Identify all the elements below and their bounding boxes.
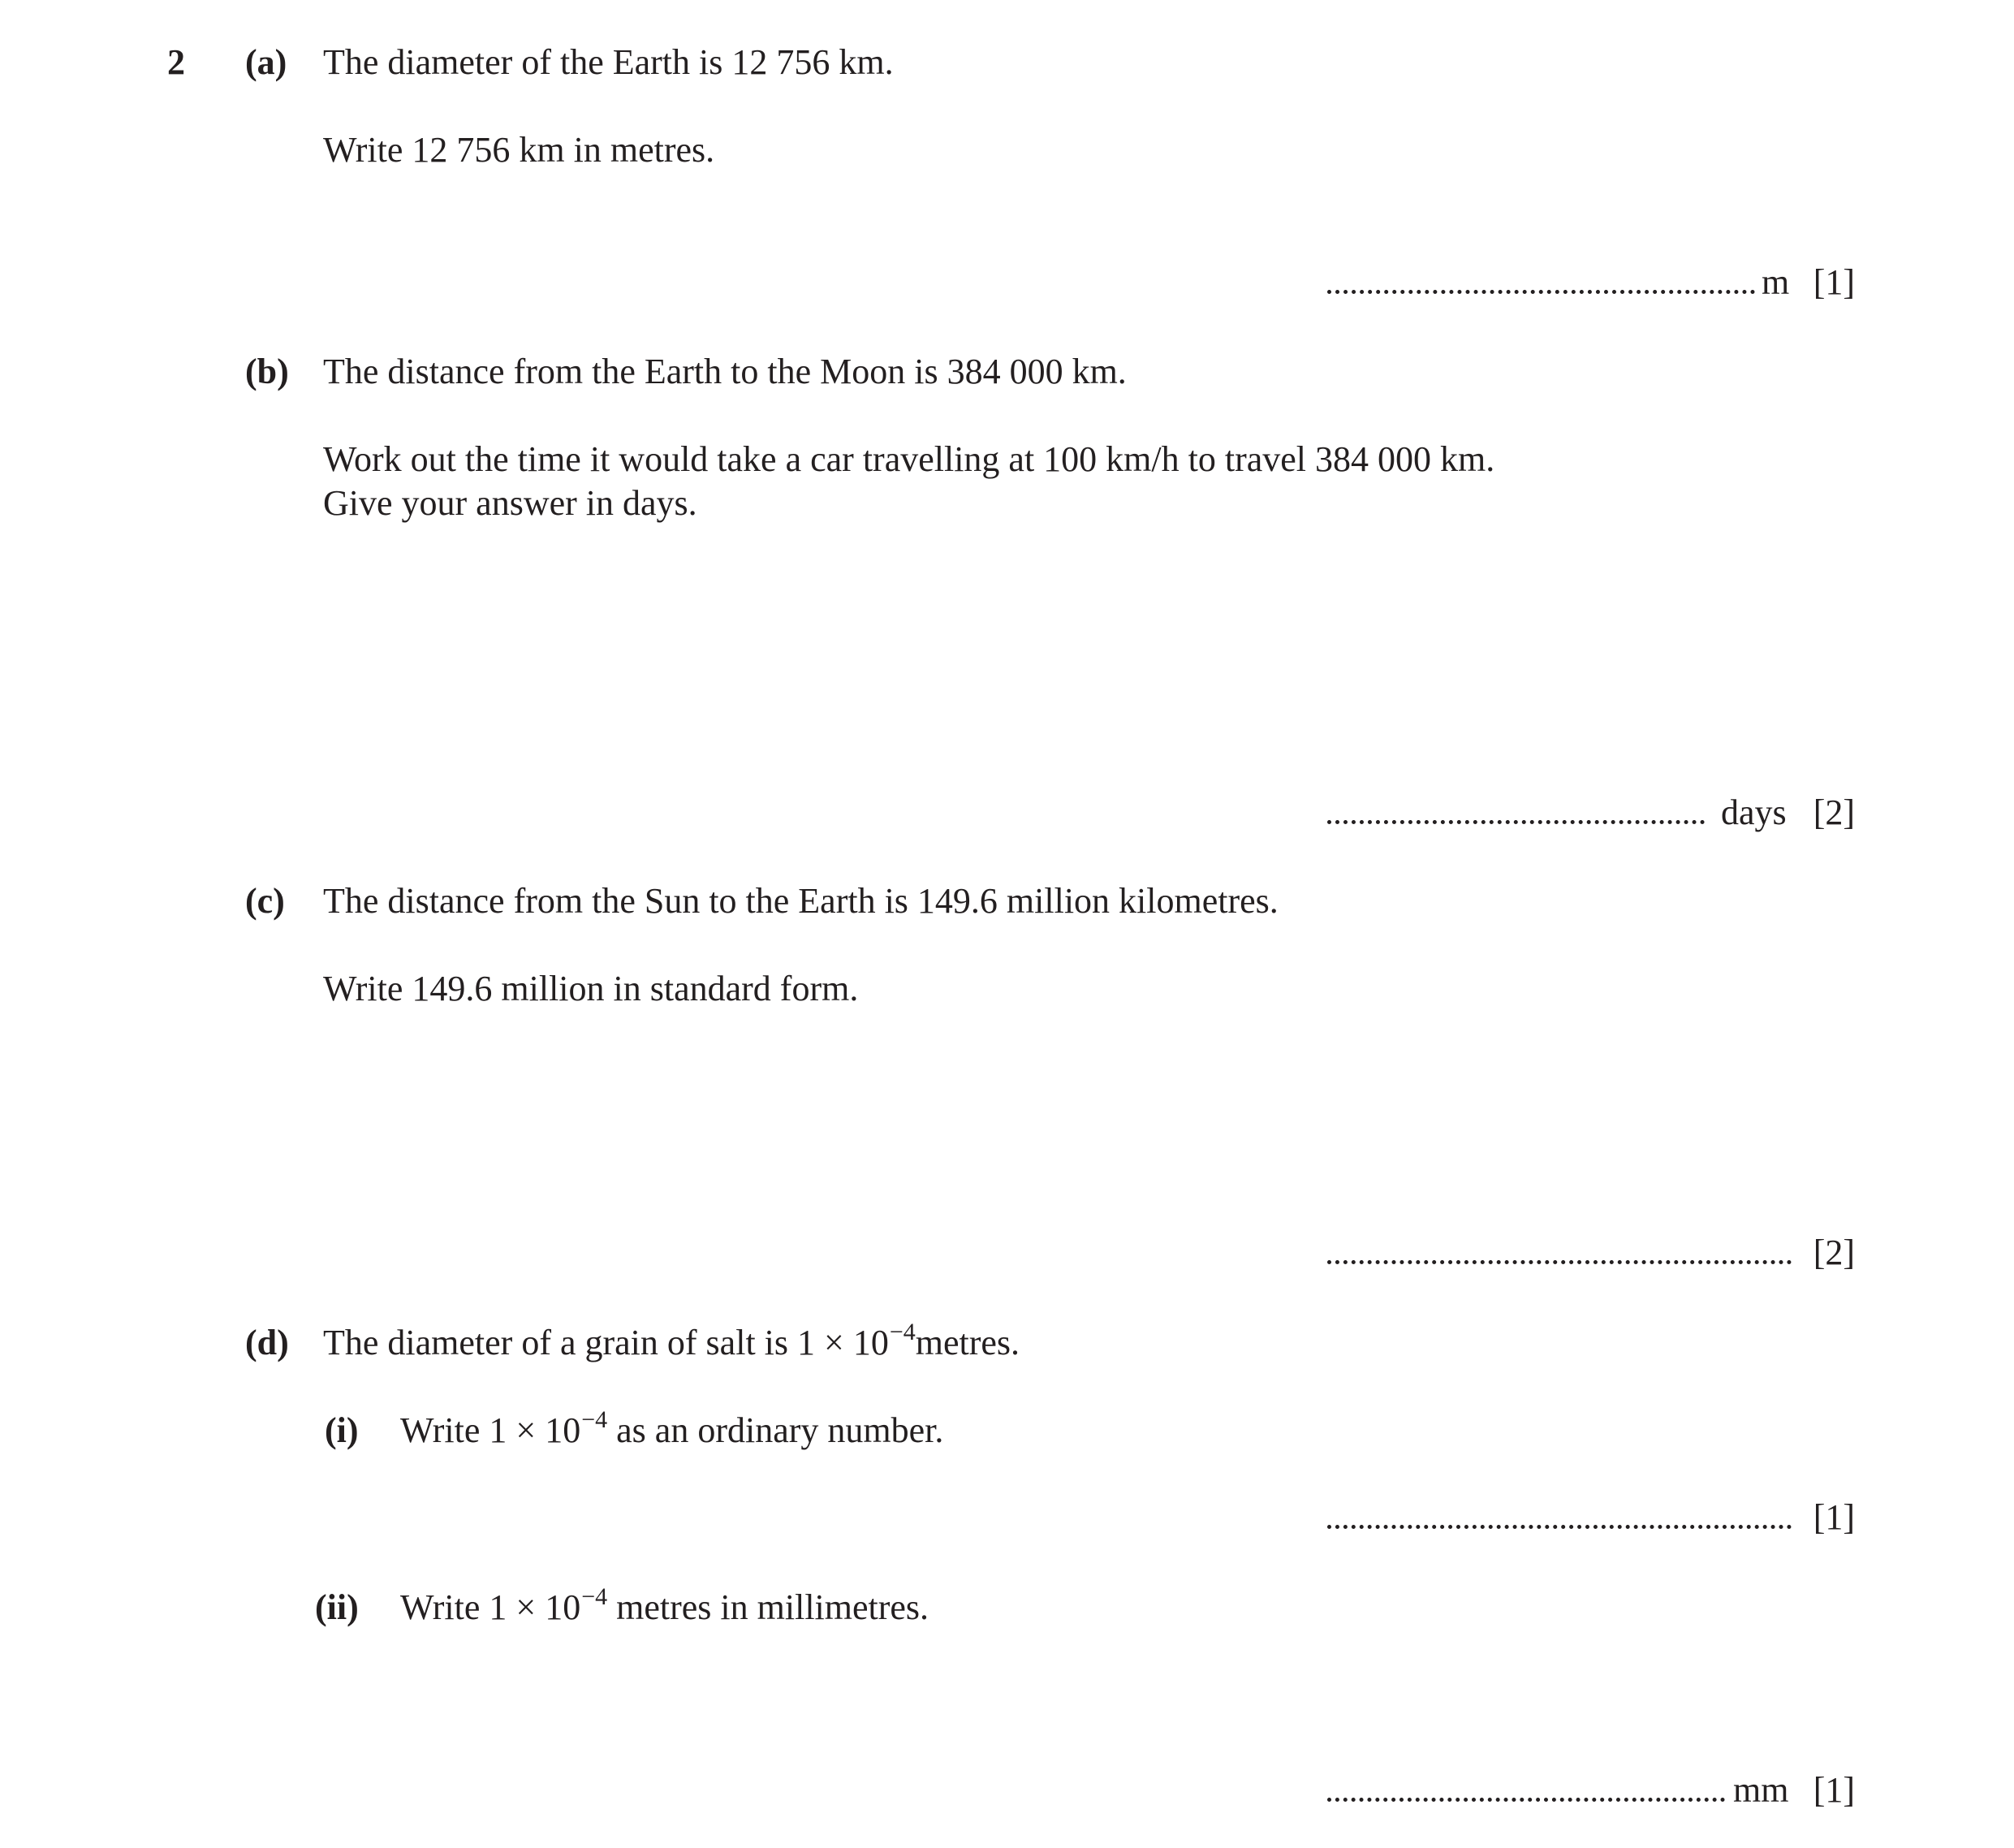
part-d-text-end: metres. [915, 1323, 1020, 1362]
part-c-label: (c) [245, 881, 285, 921]
exponent: −4 [889, 1319, 916, 1345]
part-d-i-text: Write 1 × 10 [400, 1410, 581, 1450]
part-c-answer-line[interactable] [1327, 1234, 1855, 1275]
exponent: −4 [581, 1406, 608, 1433]
answer-dotted-line[interactable] [1327, 820, 1705, 824]
answer-dotted-line[interactable] [1327, 1260, 1792, 1264]
part-a-statement: The diameter of the Earth is 12 756 km. [323, 42, 894, 82]
answer-dotted-line[interactable] [1327, 290, 1755, 294]
part-c-marks: [2] [1813, 1233, 1855, 1272]
part-b-instruction: Work out the time it would take a car travelling at 100 km/h to travel 384 000 km. [323, 439, 1495, 479]
part-c-statement: The distance from the Sun to the Earth is 149.6 million kilometres. [323, 881, 1279, 921]
part-d-ii-instruction [400, 1583, 929, 1627]
part-d-ii-unit: mm [1733, 1770, 1789, 1810]
part-b-instruction-2: Give your answer in days. [323, 483, 697, 523]
part-d-text: The diameter of a grain of salt is 1 × 10 [323, 1323, 889, 1362]
part-d-i-label: (i) [325, 1410, 359, 1450]
part-d-ii-text: Write 1 × 10 [400, 1587, 581, 1627]
part-d-i-text-end: as an ordinary number. [607, 1410, 944, 1450]
part-d-i-answer-line[interactable] [1327, 1499, 1855, 1539]
part-d-statement [323, 1319, 1020, 1362]
part-d-ii-answer-line[interactable] [1327, 1772, 1855, 1812]
part-b-label: (b) [245, 352, 289, 391]
part-a-marks: [1] [1813, 262, 1855, 302]
answer-dotted-line[interactable] [1327, 1525, 1792, 1529]
part-b-marks: [2] [1813, 792, 1855, 832]
part-a-unit: m [1762, 262, 1790, 302]
part-c-instruction: Write 149.6 million in standard form. [323, 969, 859, 1008]
part-b-statement: The distance from the Earth to the Moon is 384 000 km. [323, 352, 1127, 391]
part-a-answer-line[interactable] [1327, 264, 1855, 304]
question-number: 2 [167, 42, 185, 82]
part-d-ii-marks: [1] [1813, 1770, 1855, 1810]
part-a-instruction: Write 12 756 km in metres. [323, 130, 715, 170]
part-d-ii-label: (ii) [315, 1587, 359, 1627]
exponent: −4 [581, 1583, 608, 1610]
part-b-unit: days [1721, 792, 1787, 832]
part-a-label: (a) [245, 42, 287, 82]
part-d-i-instruction [400, 1406, 944, 1450]
answer-dotted-line[interactable] [1327, 1798, 1725, 1802]
part-d-ii-text-end: metres in millimetres. [607, 1587, 929, 1627]
part-b-answer-line[interactable] [1327, 794, 1855, 835]
part-d-label: (d) [245, 1323, 289, 1362]
part-d-i-marks: [1] [1813, 1497, 1855, 1537]
